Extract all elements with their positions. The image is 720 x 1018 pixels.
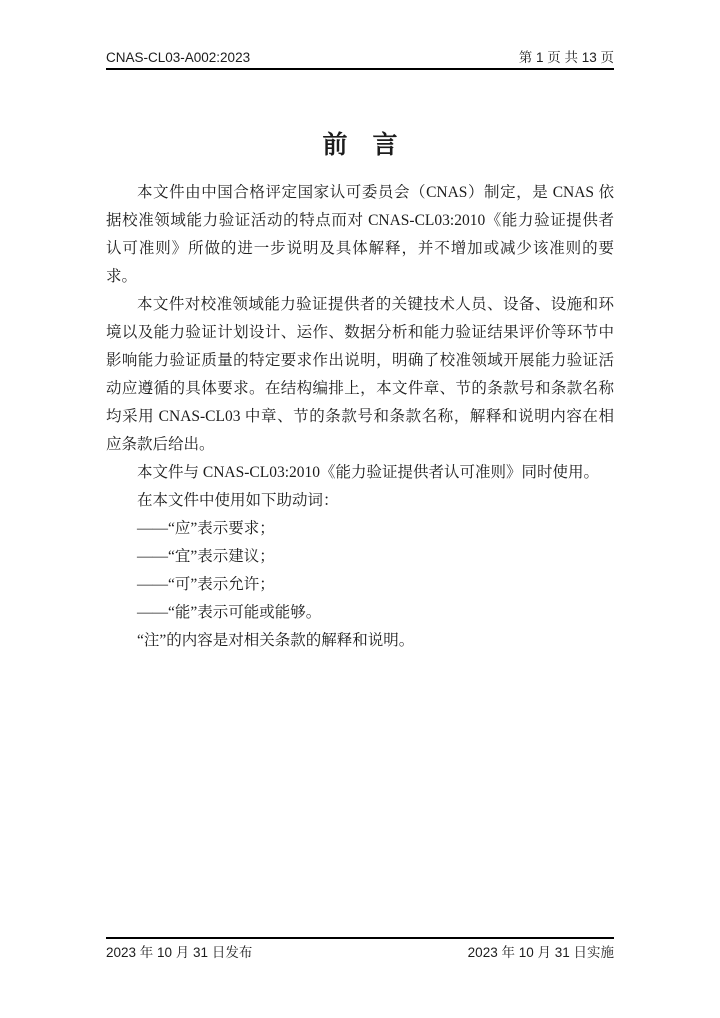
page-indicator: 第 1 页 共 13 页 xyxy=(518,50,614,65)
page-header xyxy=(106,49,614,70)
verb-list-item-shall: ——“应”表示要求； xyxy=(137,520,275,537)
foreword-paragraph-3: 本文件与 CNAS-CL03:2010《能力验证提供者认可准则》同时使用。 xyxy=(137,464,599,481)
implement-date: 2023 年 10 月 31 日实施 xyxy=(467,945,614,960)
page-footer xyxy=(106,937,614,961)
foreword-body xyxy=(106,179,614,655)
note-paragraph: “注”的内容是对相关条款的解释和说明。 xyxy=(137,632,415,649)
foreword-paragraph-4: 在本文件中使用如下助动词： xyxy=(137,492,339,509)
verb-list-item-can: ——“能”表示可能或能够。 xyxy=(137,604,322,621)
verb-list-item-may: ——“可”表示允许； xyxy=(137,576,275,593)
document-title: 前 言 xyxy=(322,131,398,159)
foreword-paragraph-2: 本文件对校准领域能力验证提供者的关键技术人员、设备、设施和环境以及能力验证计划设计、运作、数据分析和能力验证结果评价等环节中影响能力验证质量的特定要求作出说明，明确了校准领域开展能力验证活动应遵循的具体要求。在结构编排上，本文件章、节的条款号和条款名称均采用 CNAS-CL03 中章、节的条款号和条款名称，解释和说明内容在相应条款后给出。 xyxy=(106,296,614,453)
document-code: CNAS-CL03-A002:2023 xyxy=(106,50,251,65)
verb-list-item-should: ——“宜”表示建议； xyxy=(137,548,275,565)
foreword-paragraph-1: 本文件由中国合格评定国家认可委员会（CNAS）制定，是 CNAS 依据校准领域能力验证活动的特点而对 CNAS-CL03:2010《能力验证提供者认可准则》所做的进一步说明及具体解释，并不增加或减少该准则的要求。 xyxy=(106,184,614,285)
publish-date: 2023 年 10 月 31 日发布 xyxy=(106,945,253,960)
